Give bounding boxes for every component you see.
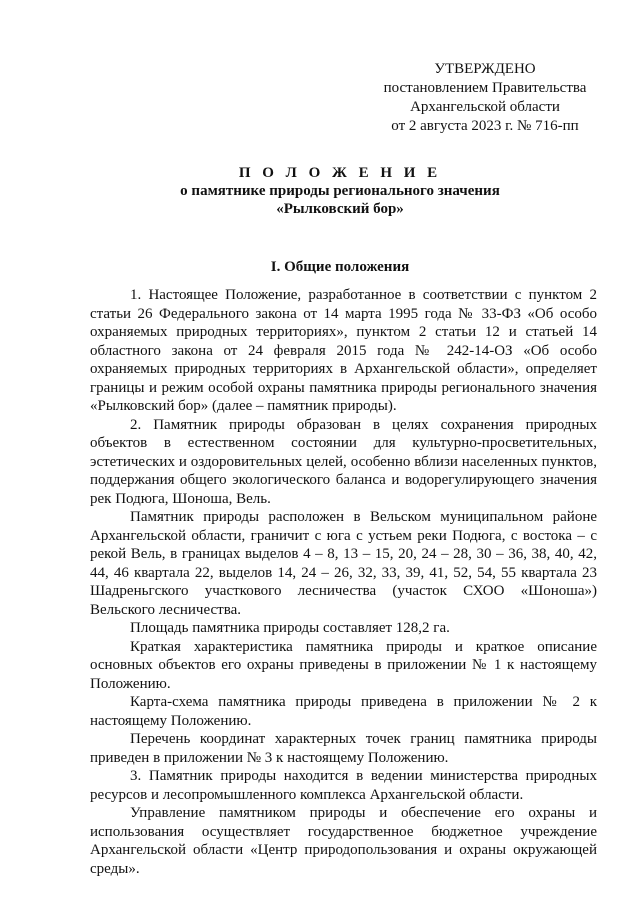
document-heading <box>60 164 620 218</box>
paragraph-location: Памятник природы расположен в Вельском муниципальном районе Архангельской области, граничит с юга с устьем реки Подюга, с востока – с рекой Вель, в границах выделов 4 – 8, 13 – 15, 20, 24 – 28, 30 – 36, 38, 40, 42, 44, 46 квартала 22, выделов 14, 24 – 26, 32, 33, 39, 41, 52, 54, 55 квартала 23 Шадреньгского участкового лесничества (участок СХОО «Шоноша») Вельского лесничества. <box>90 509 597 618</box>
paragraph-map: Карта-схема памятника природы приведена в приложении № 2 к настоящему Положению. <box>90 694 597 729</box>
approval-line-region: Архангельской области <box>410 99 560 115</box>
approval-line-decree: постановлением Правительства <box>383 80 587 96</box>
document-title: П О Л О Ж Е Н И Е <box>238 165 442 181</box>
section-heading: I. Общие положения <box>270 259 410 275</box>
paragraph-3: 3. Памятник природы находится в ведении министерства природных ресурсов и лесопромышленного комплекса Архангельской области. <box>90 768 597 803</box>
paragraph-1: 1. Настоящее Положение, разработанное в соответствии с пунктом 2 статьи 26 Федерального закона от 14 марта 1995 года № 33-ФЗ «Об особо охраняемых природных территориях», пунктом 2 статьи 12 и статьей 14 областного закона от 24 февраля 2015 года № 242-14-ОЗ «Об особо охраняемых природных территориях в Архангельской области», определяет границы и режим особой охраны памятника природы регионального значения «Рылковский бор» (далее – памятник природы). <box>90 287 597 414</box>
approval-stamp <box>370 60 600 136</box>
paragraph-management: Управление памятником природы и обеспечение его охраны и использования осуществляет государственное бюджетное учреждение Архангельской области «Центр природопользования и охраны окружающей среды». <box>90 805 597 877</box>
paragraph-area: Площадь памятника природы составляет 128,2 га. <box>130 620 450 636</box>
approval-line-approved: УТВЕРЖДЕНО <box>434 61 536 77</box>
approval-line-date-number: от 2 августа 2023 г. № 716-пп <box>391 118 579 134</box>
document-subtitle-line2: «Рылковский бор» <box>276 201 404 217</box>
document-subtitle-line1: о памятнике природы регионального значения <box>180 183 500 199</box>
document-body <box>90 286 597 878</box>
paragraph-characteristics: Краткая характеристика памятника природы и краткое описание основных объектов его охраны приведены в приложении № 1 к настоящему Положению. <box>90 638 597 692</box>
paragraph-coordinates: Перечень координат характерных точек границ памятника природы приведен в приложении № 3 к настоящему Положению. <box>90 731 597 766</box>
paragraph-2: 2. Памятник природы образован в целях сохранения природных объектов в естественном состоянии для культурно-просветительных, эстетических и оздоровительных целей, особенно вблизи населенных пунктов, поддержания общего экологического баланса и водорегулирующего значения рек Подюга, Шоноша, Вель. <box>90 416 597 507</box>
